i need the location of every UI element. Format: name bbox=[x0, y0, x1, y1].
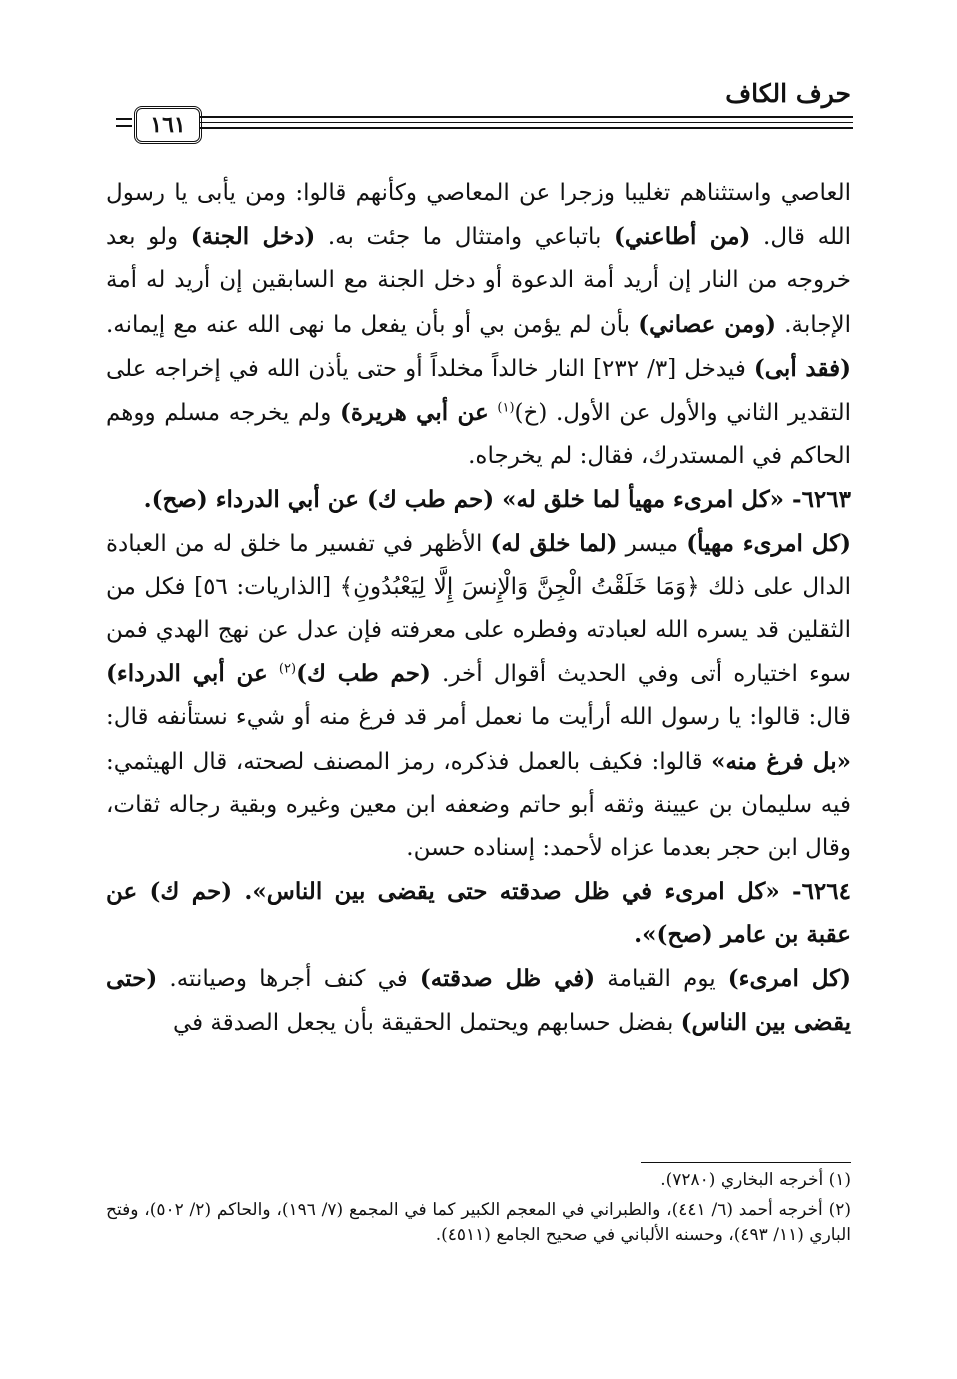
text-run bbox=[268, 661, 279, 687]
commentary-paragraph bbox=[106, 172, 851, 478]
text-run: قال: قالوا: يا رسول الله أرأيت ما نعمل أمر قد فرغ منه أو شيء نستأنفه قال: bbox=[106, 704, 851, 731]
footnotes bbox=[106, 1168, 851, 1253]
bold-text-run: (حم طب ك) bbox=[296, 660, 431, 688]
main-text bbox=[106, 172, 851, 1045]
chapter-header-title: حرف الكاف bbox=[725, 79, 851, 108]
footnote: (٢) أخرجه أحمد (٦/ ٤٤١)، والطبراني في المعجم الكبير كما في المجمع (٧/ ١٩٦)، والحاكم (٢/ ٥٠٢)، وفتح الباري (١١/ ٤٩٣)، وحسنه الألباني في صحيح الجامع (٤٥١١). bbox=[106, 1199, 851, 1245]
text-run: ولم يخرجه مسلم ووهم الحاكم في المستدرك، فقال: لم يخرجاه. bbox=[106, 400, 851, 470]
bold-text-run: (فقد أبى) bbox=[753, 354, 852, 382]
text-run: باتباعي وامتثال ما جئت به. bbox=[315, 224, 614, 251]
text-run: قالوا: فكيف بالعمل فذكره، رمز المصنف لصحته، قال الهيثمي: فيه سليمان بن عيينة وثقه أبو حاتم وضعفه ابن معين وغيره وبقية رجاله ثقات، وقال ابن حجر بعدما عزاه لأحمد: إسناده حسن. bbox=[106, 748, 851, 862]
footnote: (١) أخرجه البخاري (٧٢٨٠). bbox=[660, 1170, 851, 1190]
text-run: العاصي واستثناهم تغليبا وزجرا عن المعاصي وكأنهم قالوا: ومن يأبى يا رسول الله قال. bbox=[106, 180, 851, 251]
commentary-paragraph bbox=[106, 957, 851, 1045]
footnote-ref[interactable]: (١) bbox=[497, 400, 515, 416]
header-rule-stub bbox=[116, 118, 132, 120]
header-rule-stub bbox=[116, 125, 132, 127]
bold-text-run: (ومن عصاني) bbox=[638, 310, 777, 338]
text-run: بأن لم يؤمن بي أو بأن يفعل ما نهى الله عنه مع إيمانه. bbox=[106, 311, 639, 338]
bold-text-run: (من أطاعني) bbox=[613, 223, 751, 251]
header-rule bbox=[200, 127, 853, 129]
bold-text-run: (لما خلق له) bbox=[490, 529, 618, 557]
footnote-ref[interactable]: (٢) bbox=[278, 661, 297, 677]
bold-text-run: (دخل الجنة) bbox=[190, 223, 316, 251]
commentary-paragraph bbox=[106, 522, 851, 871]
text-run: ميسر bbox=[617, 530, 687, 557]
hadith-entry: ٦٢٦٣- «كل امرىء مهيأ لما خلق له» (حم طب ك) عن أبي الدرداء (صح). bbox=[143, 486, 851, 514]
header-rule bbox=[200, 116, 853, 118]
text-run: بفضل حسابهم ويحتمل الحقيقة بأن يجعل الصدقة في bbox=[172, 1009, 681, 1036]
bold-text-run: عن أبي الدرداء) bbox=[106, 660, 268, 688]
text-run: في كنف أجرها وصيانته. bbox=[157, 965, 420, 992]
bold-text-run: (كل امرىء) bbox=[727, 964, 851, 992]
bold-text-run: (في ظل صدقته) bbox=[419, 964, 596, 992]
page-number: ١٦١ bbox=[134, 106, 202, 144]
footnote-separator bbox=[641, 1162, 851, 1163]
bold-text-run: عن أبي هريرة) bbox=[339, 399, 489, 427]
hadith-entry: ٦٢٦٤- «كل امرىء في ظل صدقته حتى يقضى بين الناس». (حم ك) عن عقبة بن عامر (صح)». bbox=[106, 878, 851, 949]
text-run: فيدخل [٣/ ٢٣٢] النار خالداً مخلداً أو حتى يأذن الله في إخراجه على التقدير الثاني والأول عن الأول. (خ) bbox=[106, 355, 852, 427]
text-run: يوم القيامة bbox=[595, 965, 728, 992]
bold-text-run: (كل امرىء مهيأ) bbox=[686, 529, 851, 557]
header-rule bbox=[200, 122, 853, 123]
text-run: ولو بعد خروجه من النار إن أريد أمة الدعوة أو دخل الجنة مع السابقين إن أريد له أمة الإجابة. bbox=[106, 224, 851, 338]
bold-text-run: (حتى يقضى بين الناس) bbox=[106, 964, 851, 1036]
text-run: الأظهر في تفسير ما خلق له من العبادة الدال على ذلك ﴿وَمَا خَلَقْتُ الْجِنَّ وَالْإِنسَ إِلَّا لِيَعْبُدُونِ﴾ [الذاريات: ٥٦] فكل من الثقلين قد يسره الله لعبادته وفطره على معرفته فإن عدل عن نهج الهدي فمن سوء اختياره أتى وفي الحديث أقوال أخر. bbox=[106, 530, 852, 688]
bold-text-run: «بل فرغ منه» bbox=[711, 747, 851, 775]
